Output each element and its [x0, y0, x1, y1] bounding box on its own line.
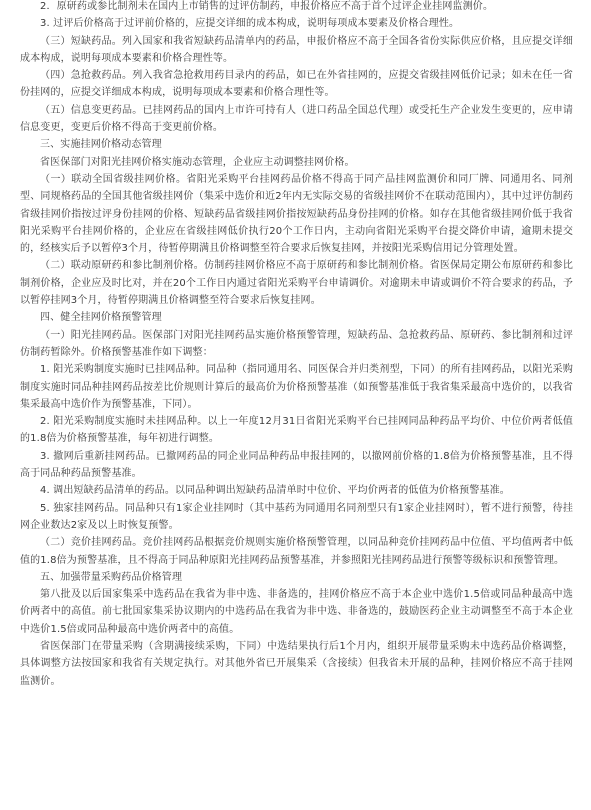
section-heading-3: 三、实施挂网价格动态管理 — [40, 139, 162, 151]
paragraph-emergency-drugs: （四）急抢救药品。列入我省急抢救用药目录内的药品，如已在外省挂网的，应提交省级挂网低价记录；如未在任一省份挂网的，应提交详细成本构成，说明每项成本要素和价格合理性等。 — [20, 70, 573, 99]
paragraph-2-original-drug: 2．原研药或参比制剂未在国内上市销售的过评仿制药，申报价格应不高于首个过评企业挂网监测价。 — [40, 1, 494, 12]
paragraph-batch-eight: 第八批及以后国家集采中选药品在我省为非中选、非备选的，挂网价格应不高于本企业中选价1.5倍或同品种最高中选价两者中的高值。前七批国家集采协议期内的中选药品在我省为非中选、非备选的，鼓励医药企业主动调整至不高于本企业中选价1.5倍或同品种最高中选价两者中的高值。 — [20, 589, 573, 635]
paragraph-bidding-listing: （二）竞价挂网药品。竞价挂网药品根据竞价规则实施价格预警管理，以同品种竞价挂网药品中位值、平均值两者中低值的1.8倍为预警基准，且不得高于同品种原阳光挂网药品预警基准，并参照阳光挂网药品进行预警等级标识和预警管理。 — [20, 537, 573, 566]
paragraph-volume-procurement: 省医保部门在带量采购（含期满接续采购，下同）中选结果执行后1个月内，组织开展带量采购未中选药品价格调整，具体调整方法按国家和我省有关规定执行。对其他外省已开展集采（含接续）但我省未开展的品种，挂网价格应不高于挂网监测价。 — [20, 640, 573, 687]
paragraph-item-2: 2. 阳光采购制度实施时未挂网品种。以上一年度12月31日省阳光采购平台已挂网同品种药品平均价、中位价两者低值的1.8倍为价格预警基准，每年初进行调整。 — [20, 416, 573, 445]
paragraph-item-1: 1. 阳光采购制度实施时已挂网品种。同品种（指同通用名、同医保合并归类剂型，下同）的所有挂网药品，以阳光采购制度实施时同品种挂网药品按差比价规则计算后的最高价为价格预警基准（如预警基准低于我省集采最高中选价的，以我省集采最高中选价作为预警基准，下同）。 — [20, 364, 573, 410]
paragraph-sunshine-listing: （一）阳光挂网药品。医保部门对阳光挂网药品实施价格预警管理，短缺药品、急抢救药品、原研药、参比制剂和过评仿制药暂除外。价格预警基准作如下调整： — [20, 329, 573, 358]
section-heading-4: 四、健全挂网价格预警管理 — [40, 312, 162, 324]
paragraph-linkage-original: （二）联动原研药和参比制剂价格。仿制药挂网价格应不高于原研药和参比制剂价格。省医保局定期公布原研药和参比制剂价格，企业应及时比对，并在20个工作日内通过省阳光采购平台申请调价。对逾期未申请或调价不符合要求的药品，予以暂停挂网3个月，待暂停期满且价格调整至符合要求后恢复挂网。 — [20, 260, 573, 307]
paragraph-item-3: 3. 撤网后重新挂网药品。已撤网药品的同企业同品种药品申报挂网的，以撤网前价格的1.8倍为价格预警基准，且不得高于同品种药品预警基准。 — [20, 450, 573, 480]
paragraph-shortage-drugs: （三）短缺药品。列入国家和我省短缺药品清单内的药品，申报价格应不高于全国各省份实际供应价格，且应提交详细成本构成，说明每项成本要素和价格合理性等。 — [20, 35, 573, 64]
section-heading-5: 五、加强带量采购药品价格管理 — [40, 571, 183, 583]
paragraph-linkage-national: （一）联动全国省级挂网价格。省阳光采购平台挂网药品价格不得高于同产品挂网监测价和同厂牌、同通用名、同剂型、同规格药品的全国其他省级挂网价（集采中选价和近2年内无实际交易的省级挂网价不在联动范围内），其中过评仿制药省级挂网价指按过评身份挂网的价格、短缺药品省级挂网价指按短缺药品身份挂网的价格。如存在其他省级挂网价低于我省阳光采购平台挂网价格的，企业应在省级挂网低价执行20个工作日内，主动向省阳光采购平台提交降价申请，逾期未提交的，经核实后予以暂停3个月，待暂停期满且价格调整至符合要求后恢复挂网，并按阳光采购信用记分管理处置。 — [20, 173, 573, 255]
paragraph-3-price-increase: 3. 过评后价格高于过评前价格的，应提交详细的成本构成，说明每项成本要素及价格合理性。 — [40, 18, 460, 30]
paragraph-info-change: （五）信息变更药品。已挂网药品的国内上市许可持有人（进口药品全国总代理）或受托生产企业发生变更的，应申请信息变更，变更后价格不得高于变更前价格。 — [20, 104, 573, 134]
paragraph-item-5: 5. 独家挂网药品。同品种只有1家企业挂网时（其中基药为同通用名同剂型只有1家企业挂网时），暂不进行预警，待挂网企业数达2家及以上时恢复预警。 — [20, 502, 573, 531]
paragraph-dynamic-intro: 省医保部门对阳光挂网价格实施动态管理，企业应主动调整挂网价格。 — [40, 156, 355, 168]
paragraph-item-4: 4. 调出短缺药品清单的药品。以同品种调出短缺药品清单时中位价、平均价两者的低值为价格预警基准。 — [40, 485, 510, 497]
